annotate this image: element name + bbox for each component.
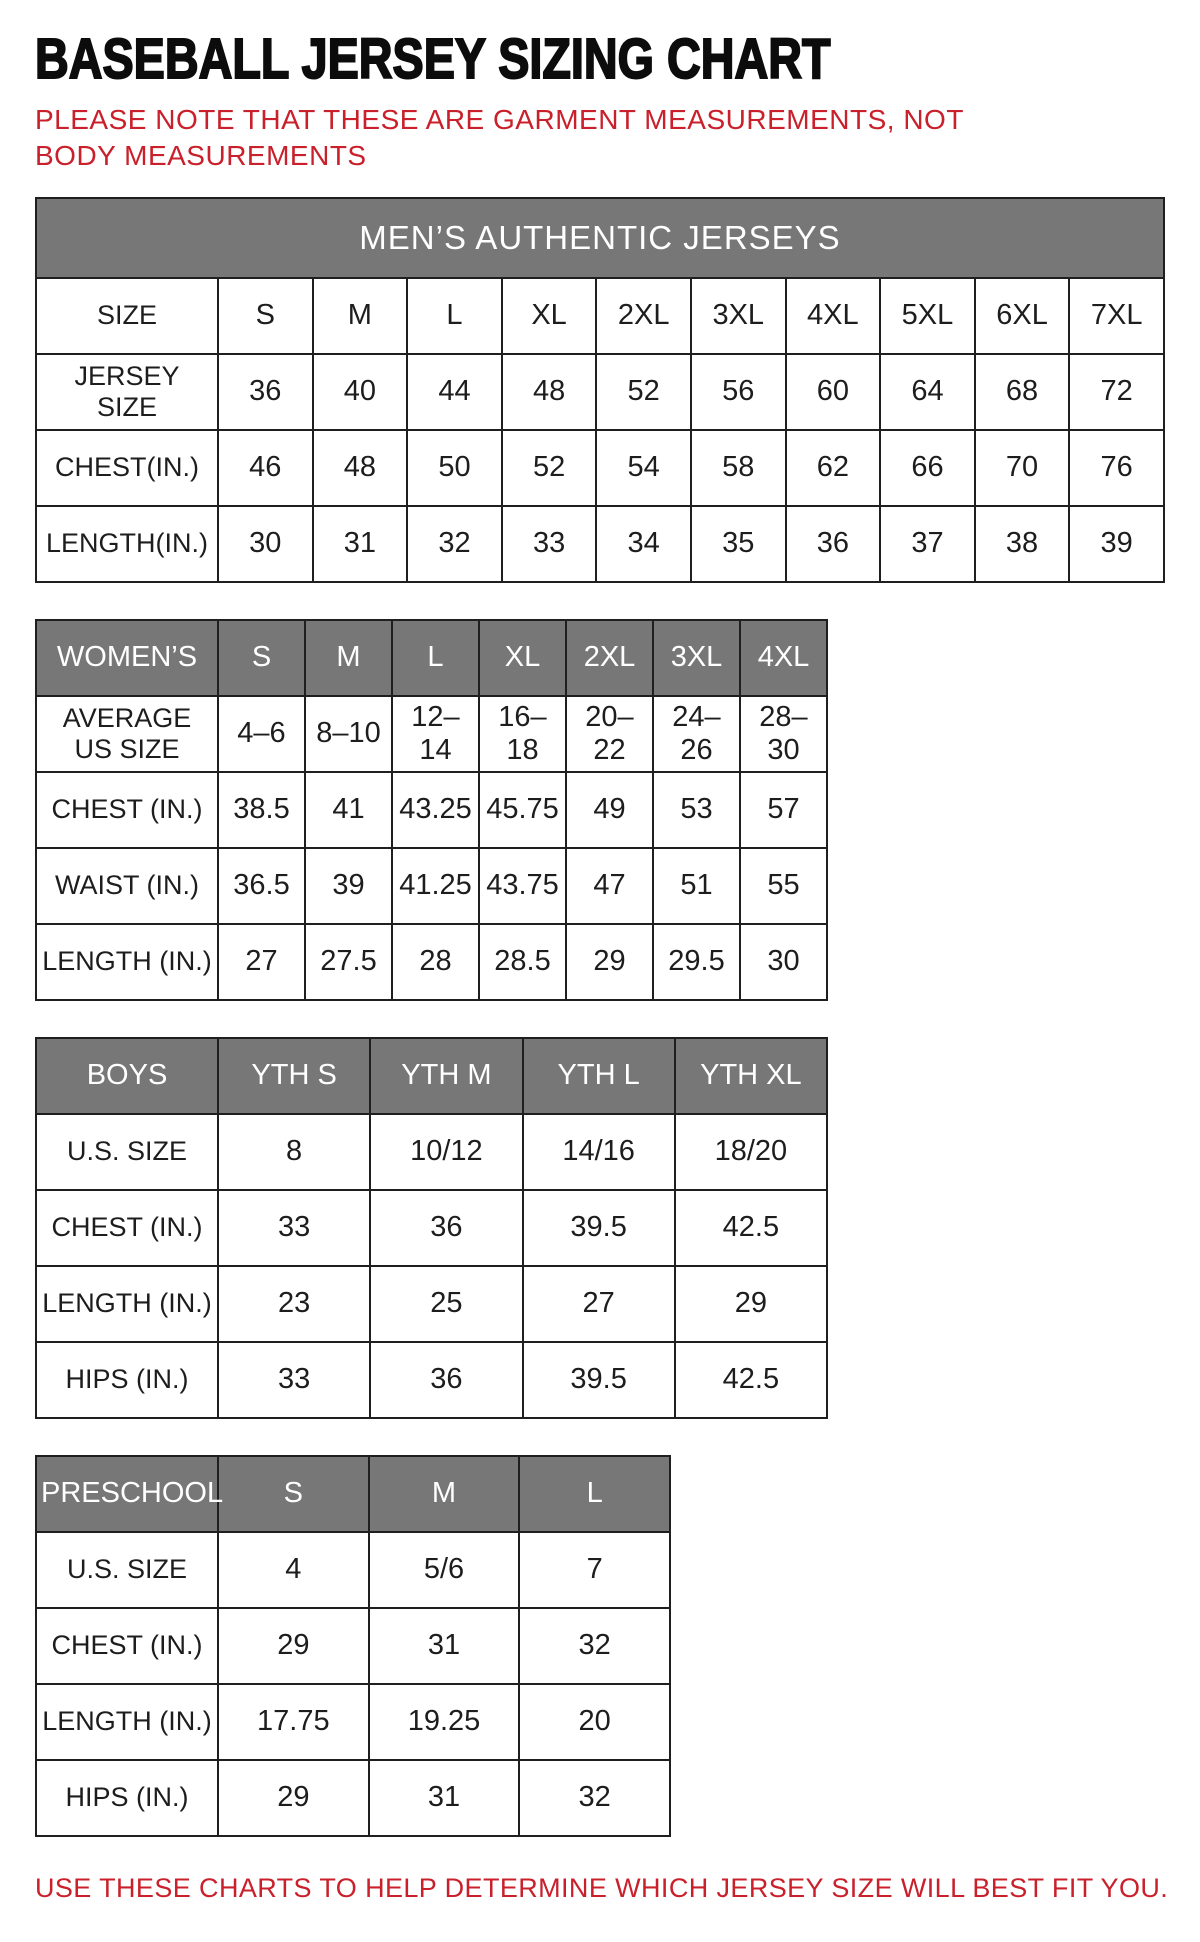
row-label-cell: CHEST (IN.) [36,772,218,848]
value-cell: 29 [566,924,653,1000]
row-label-cell: LENGTH (IN.) [36,1684,218,1760]
value-cell: 10/12 [370,1114,522,1190]
header-label-cell: BOYS [36,1038,218,1114]
value-cell: 57 [740,772,827,848]
value-cell: 34 [596,506,691,582]
table-row [36,1760,670,1836]
value-cell: 42.5 [675,1342,827,1418]
value-cell: 31 [313,506,408,582]
header-cell: YTH S [218,1038,370,1114]
value-cell: 6XL [975,278,1070,354]
row-label-cell: JERSEY SIZE [36,354,218,430]
value-cell: 43.25 [392,772,479,848]
row-label-cell: LENGTH(IN.) [36,506,218,582]
value-cell: 48 [502,354,597,430]
value-cell: 5XL [880,278,975,354]
value-cell: 29 [218,1608,369,1684]
page-title: BASEBALL JERSEY SIZING CHART [35,27,831,91]
table-header-row [36,1456,670,1532]
table-row [36,924,827,1000]
footer-note: USE THESE CHARTS TO HELP DETERMINE WHICH JERSEY SIZE WILL BEST FIT YOU. [35,1872,1169,1903]
value-cell: 39.5 [523,1190,675,1266]
header-cell: M [305,620,392,696]
value-cell: 37 [880,506,975,582]
row-label-cell: LENGTH (IN.) [36,1266,218,1342]
header-cell: M [369,1456,520,1532]
value-cell: 30 [740,924,827,1000]
row-label-cell: U.S. SIZE [36,1532,218,1608]
value-cell: 39 [305,848,392,924]
value-cell: 44 [407,354,502,430]
value-cell: 36.5 [218,848,305,924]
value-cell: 29 [218,1760,369,1836]
table-row [36,772,827,848]
value-cell: 23 [218,1266,370,1342]
table-header-row [36,620,827,696]
value-cell: 32 [519,1760,670,1836]
value-cell: M [313,278,408,354]
row-label-cell: WAIST (IN.) [36,848,218,924]
header-cell: XL [479,620,566,696]
value-cell: 38 [975,506,1070,582]
value-cell: 45.75 [479,772,566,848]
value-cell: 55 [740,848,827,924]
value-cell: 41.25 [392,848,479,924]
value-cell: 52 [596,354,691,430]
value-cell: 33 [218,1190,370,1266]
value-cell: 35 [691,506,786,582]
preschool-sizing-table [35,1455,1165,1837]
value-cell: 2XL [596,278,691,354]
value-cell: 16–18 [479,696,566,772]
value-cell: 32 [407,506,502,582]
value-cell: 56 [691,354,786,430]
value-cell: 60 [786,354,881,430]
header-label-cell: PRESCHOOL [36,1456,218,1532]
value-cell: 50 [407,430,502,506]
value-cell: 49 [566,772,653,848]
row-label-cell: CHEST (IN.) [36,1608,218,1684]
value-cell: 46 [218,430,313,506]
value-cell: 68 [975,354,1070,430]
value-cell: 33 [502,506,597,582]
row-label-cell: CHEST(IN.) [36,430,218,506]
table-row [36,1608,670,1684]
mens-sizing-table [35,197,1165,583]
value-cell: 72 [1069,354,1164,430]
value-cell: 47 [566,848,653,924]
value-cell: 30 [218,506,313,582]
value-cell: 17.75 [218,1684,369,1760]
row-label-cell: LENGTH (IN.) [36,924,218,1000]
table-row [36,848,827,924]
value-cell: 27.5 [305,924,392,1000]
table-row [36,354,1164,430]
value-cell: 39.5 [523,1342,675,1418]
value-cell: 41 [305,772,392,848]
table-row [36,696,827,772]
value-cell: 8 [218,1114,370,1190]
header-label-cell: WOMEN’S [36,620,218,696]
row-label-cell: HIPS (IN.) [36,1760,218,1836]
table-row [36,506,1164,582]
header-cell: S [218,1456,369,1532]
womens-sizing-table [35,619,1165,1001]
value-cell: 5/6 [369,1532,520,1608]
value-cell: 62 [786,430,881,506]
value-cell: 36 [370,1342,522,1418]
value-cell: 20–22 [566,696,653,772]
table-title-banner: MEN’S AUTHENTIC JERSEYS [36,198,1164,278]
value-cell: 43.75 [479,848,566,924]
value-cell: 52 [502,430,597,506]
value-cell: 32 [519,1608,670,1684]
header-cell: 3XL [653,620,740,696]
value-cell: 28.5 [479,924,566,1000]
value-cell: 4–6 [218,696,305,772]
header-cell: YTH XL [675,1038,827,1114]
value-cell: 36 [370,1190,522,1266]
header-cell: 2XL [566,620,653,696]
value-cell: 24–26 [653,696,740,772]
value-cell: XL [502,278,597,354]
row-label-cell: U.S. SIZE [36,1114,218,1190]
value-cell: 33 [218,1342,370,1418]
table-row [36,1266,827,1342]
row-label-cell: SIZE [36,278,218,354]
value-cell: 39 [1069,506,1164,582]
value-cell: 31 [369,1608,520,1684]
value-cell: 51 [653,848,740,924]
row-label-cell: HIPS (IN.) [36,1342,218,1418]
measurement-note: PLEASE NOTE THAT THESE ARE GARMENT MEASUREMENTS, NOT BODY MEASUREMENTS [35,103,964,172]
value-cell: 27 [218,924,305,1000]
value-cell: 8–10 [305,696,392,772]
table-row [36,1114,827,1190]
table-row [36,1342,827,1418]
value-cell: 42.5 [675,1190,827,1266]
table-row [36,1684,670,1760]
value-cell: 31 [369,1760,520,1836]
value-cell: 7 [519,1532,670,1608]
value-cell: 66 [880,430,975,506]
table-title-row [36,198,1164,278]
table-header-row [36,1038,827,1114]
row-label-cell: CHEST (IN.) [36,1190,218,1266]
header-cell: L [519,1456,670,1532]
value-cell: 36 [218,354,313,430]
table-row [36,1190,827,1266]
value-cell: 53 [653,772,740,848]
value-cell: S [218,278,313,354]
value-cell: 36 [786,506,881,582]
value-cell: 14/16 [523,1114,675,1190]
value-cell: 12–14 [392,696,479,772]
value-cell: 7XL [1069,278,1164,354]
value-cell: 27 [523,1266,675,1342]
value-cell: 18/20 [675,1114,827,1190]
value-cell: 25 [370,1266,522,1342]
header-cell: YTH L [523,1038,675,1114]
value-cell: 58 [691,430,786,506]
value-cell: 29 [675,1266,827,1342]
value-cell: 28–30 [740,696,827,772]
value-cell: 76 [1069,430,1164,506]
value-cell: 38.5 [218,772,305,848]
value-cell: L [407,278,502,354]
header-cell: YTH M [370,1038,522,1114]
value-cell: 64 [880,354,975,430]
value-cell: 29.5 [653,924,740,1000]
value-cell: 19.25 [369,1684,520,1760]
value-cell: 4XL [786,278,881,354]
boys-sizing-table [35,1037,1165,1419]
table-row [36,430,1164,506]
value-cell: 20 [519,1684,670,1760]
value-cell: 4 [218,1532,369,1608]
value-cell: 70 [975,430,1070,506]
value-cell: 54 [596,430,691,506]
value-cell: 48 [313,430,408,506]
table-row [36,278,1164,354]
table-row [36,1532,670,1608]
value-cell: 40 [313,354,408,430]
row-label-cell: AVERAGE US SIZE [36,696,218,772]
header-cell: L [392,620,479,696]
value-cell: 28 [392,924,479,1000]
header-cell: 4XL [740,620,827,696]
value-cell: 3XL [691,278,786,354]
header-cell: S [218,620,305,696]
